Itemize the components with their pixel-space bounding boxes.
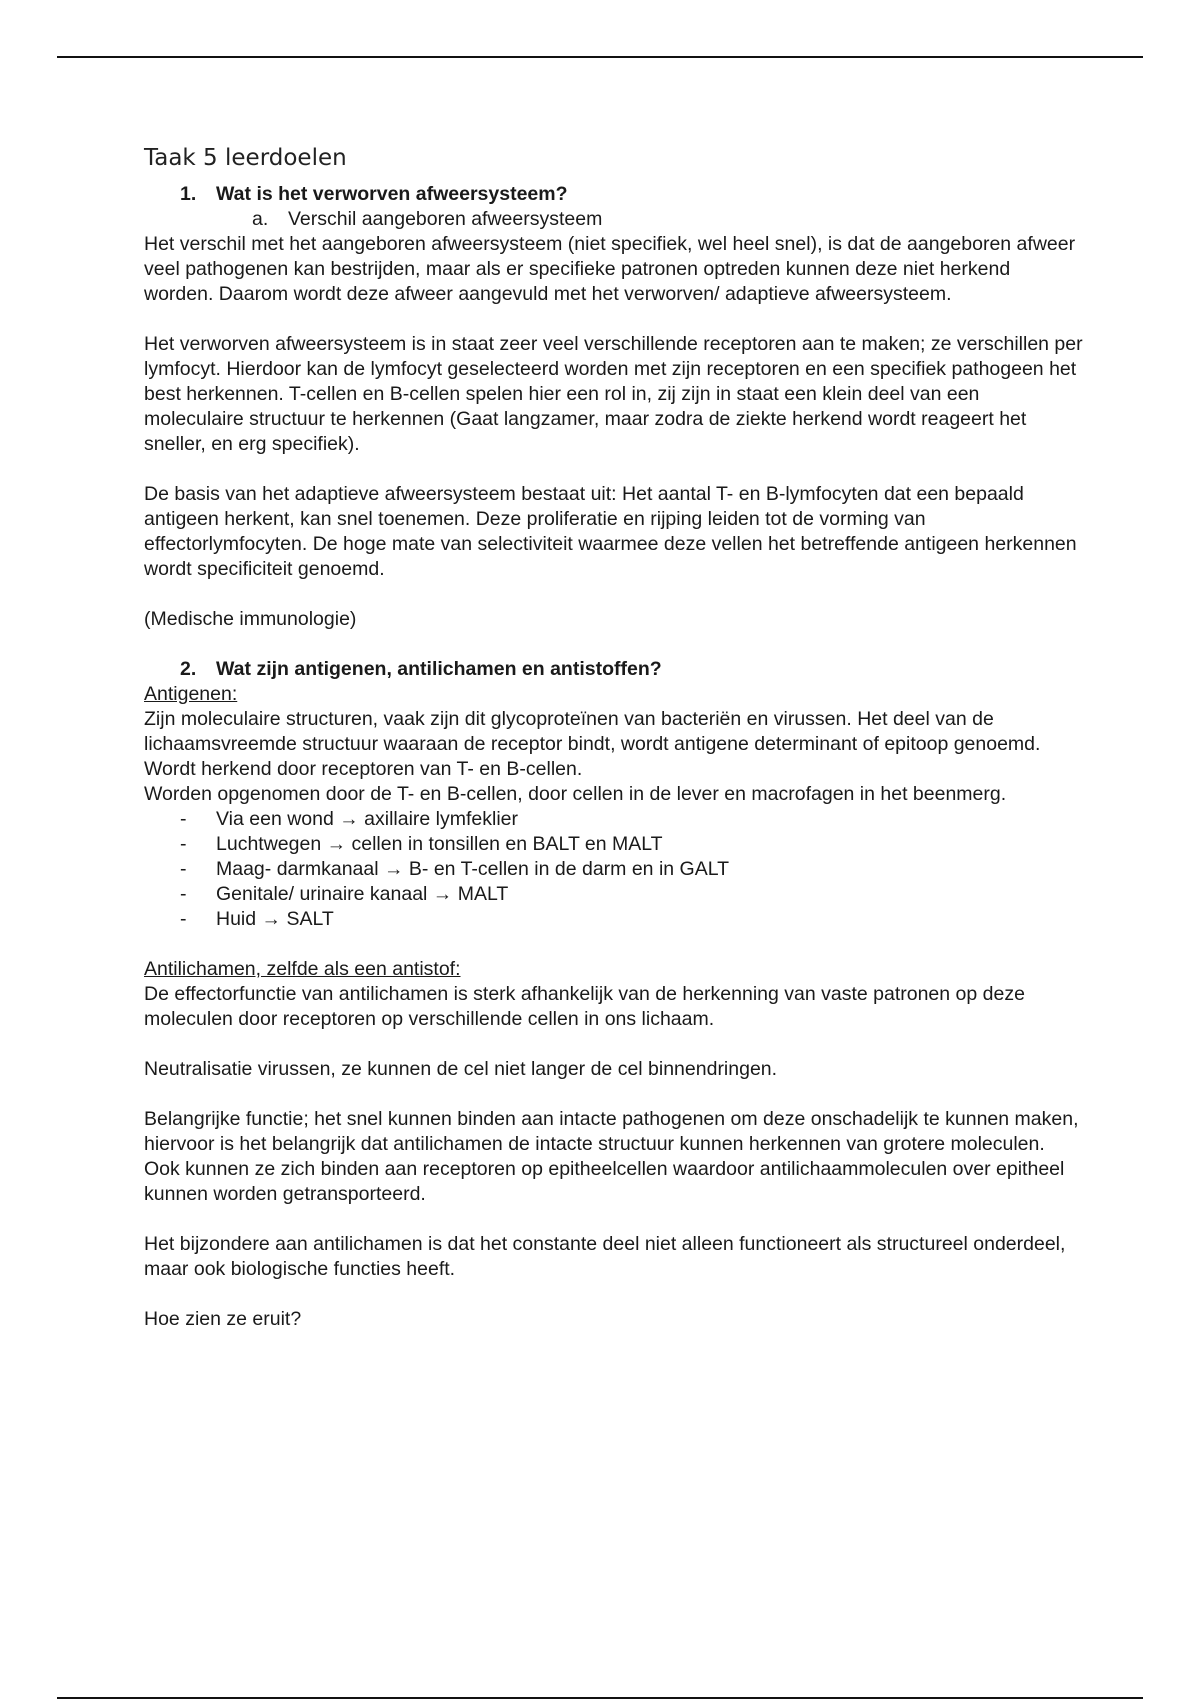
subitem-text: Verschil aangeboren afweersysteem: [288, 208, 603, 230]
question-1-text: Wat is het verworven afweersysteem?: [216, 183, 568, 205]
question-2-text: Wat zijn antigenen, antilichamen en antistoffen?: [216, 658, 662, 680]
routes-list: [144, 807, 1084, 932]
list-item: [144, 907, 1084, 932]
paragraph-belangrijke-functie: Belangrijke functie; het snel kunnen binden aan intacte pathogenen om deze onschadelijk te kunnen maken, hiervoor is het belangrijk dat antilichamen de intacte structuur kunnen herkennen van grotere moleculen. Ook kunnen ze zich binden aan receptoren op epitheelcellen waardoor antilichaammoleculen over epitheel kunnen worden getransporteerd.: [144, 1108, 1079, 1205]
paragraph-source: (Medische immunologie): [144, 608, 357, 630]
paragraph-adaptieve-basis: De basis van het adaptieve afweersysteem bestaat uit: Het aantal T- en B-lymfocyten dat een bepaald antigeen herkent, kan snel toenemen. Deze proliferatie en rijping leiden tot de vorming van effectorlymfocyten. De hoge mate van selectiviteit waarmee deze vellen het betreffende antigeen herkennen wordt specificiteit genoemd.: [144, 483, 1077, 580]
paragraph-aangeboren-verschil: Het verschil met het aangeboren afweersysteem (niet specifiek, wel heel snel), is dat de aangeboren afweer veel pathogenen kan bestrijden, maar als er specifieke patronen optreden kunnen deze niet herkend worden. Daarom wordt deze afweer aangevuld met het verworven/ adaptieve afweersysteem.: [144, 233, 1076, 305]
list-item-text: Maag- darmkanaal → B- en T-cellen in de darm en in GALT: [216, 858, 730, 880]
list-dash: -: [180, 883, 187, 905]
page-top-rule: [57, 56, 1143, 58]
question-1-number: 1.: [180, 183, 197, 205]
list-item: [144, 807, 1084, 832]
list-dash: -: [180, 833, 187, 855]
list-dash: -: [180, 858, 187, 880]
subitem-letter: a.: [252, 208, 269, 230]
list-item: [144, 832, 1084, 857]
paragraph-verworven-receptoren: Het verworven afweersysteem is in staat zeer veel verschillende receptoren aan te maken; ze verschillen per lymfocyt. Hierdoor kan de lymfocyt geselecteerd worden met zijn receptoren en een specifiek pathogeen het best herkennen. T-cellen en B-cellen spelen hier een rol in, zij zijn in staat een klein deel van een moleculaire structuur te herkennen (Gaat langzamer, maar zodra de ziekte herkend wordt reageert het sneller, en erg specifiek).: [144, 333, 1083, 455]
paragraph-antigenen-opname: Worden opgenomen door de T- en B-cellen, door cellen in de lever en macrofagen in het beenmerg.: [144, 783, 1007, 805]
paragraph-bijzondere: Het bijzondere aan antilichamen is dat het constante deel niet alleen functioneert als structureel onderdeel, maar ook biologische functies heeft.: [144, 1233, 1066, 1280]
paragraph-hoe-zien-ze-eruit: Hoe zien ze eruit?: [144, 1308, 302, 1330]
page-bottom-rule: [57, 1697, 1143, 1699]
paragraph-effectorfunctie: De effectorfunctie van antilichamen is sterk afhankelijk van de herkenning van vaste patronen op deze moleculen door receptoren op verschillende cellen in ons lichaam.: [144, 983, 1025, 1030]
question-2-number: 2.: [180, 658, 197, 680]
list-dash: -: [180, 808, 187, 830]
antigenen-label: Antigenen:: [144, 683, 238, 705]
paragraph-antigenen-definitie: Zijn moleculaire structuren, vaak zijn dit glycoproteïnen van bacteriën en virussen. Het deel van de lichaamsvreemde structuur waaraan de receptor bindt, wordt antigene determinant of epitoop genoemd. Wordt herkend door receptoren van T- en B-cellen.: [144, 708, 1041, 780]
page-title: Taak 5 leerdoelen: [144, 145, 347, 171]
list-item: [144, 857, 1084, 882]
question-2-heading: [144, 657, 1084, 682]
list-dash: -: [180, 908, 187, 930]
list-item-text: Luchtwegen → cellen in tonsillen en BALT en MALT: [216, 833, 663, 855]
paragraph-neutralisatie: Neutralisatie virussen, ze kunnen de cel niet langer de cel binnendringen.: [144, 1058, 778, 1080]
list-item: [144, 882, 1084, 907]
document-body: [144, 143, 1084, 1332]
question-1a-subitem: [144, 207, 1084, 232]
antilichamen-label: Antilichamen, zelfde als een antistof:: [144, 958, 461, 980]
question-1-heading: [144, 182, 1084, 207]
list-item-text: Genitale/ urinaire kanaal → MALT: [216, 883, 509, 905]
list-item-text: Via een wond → axillaire lymfeklier: [216, 808, 519, 830]
list-item-text: Huid → SALT: [216, 908, 334, 930]
